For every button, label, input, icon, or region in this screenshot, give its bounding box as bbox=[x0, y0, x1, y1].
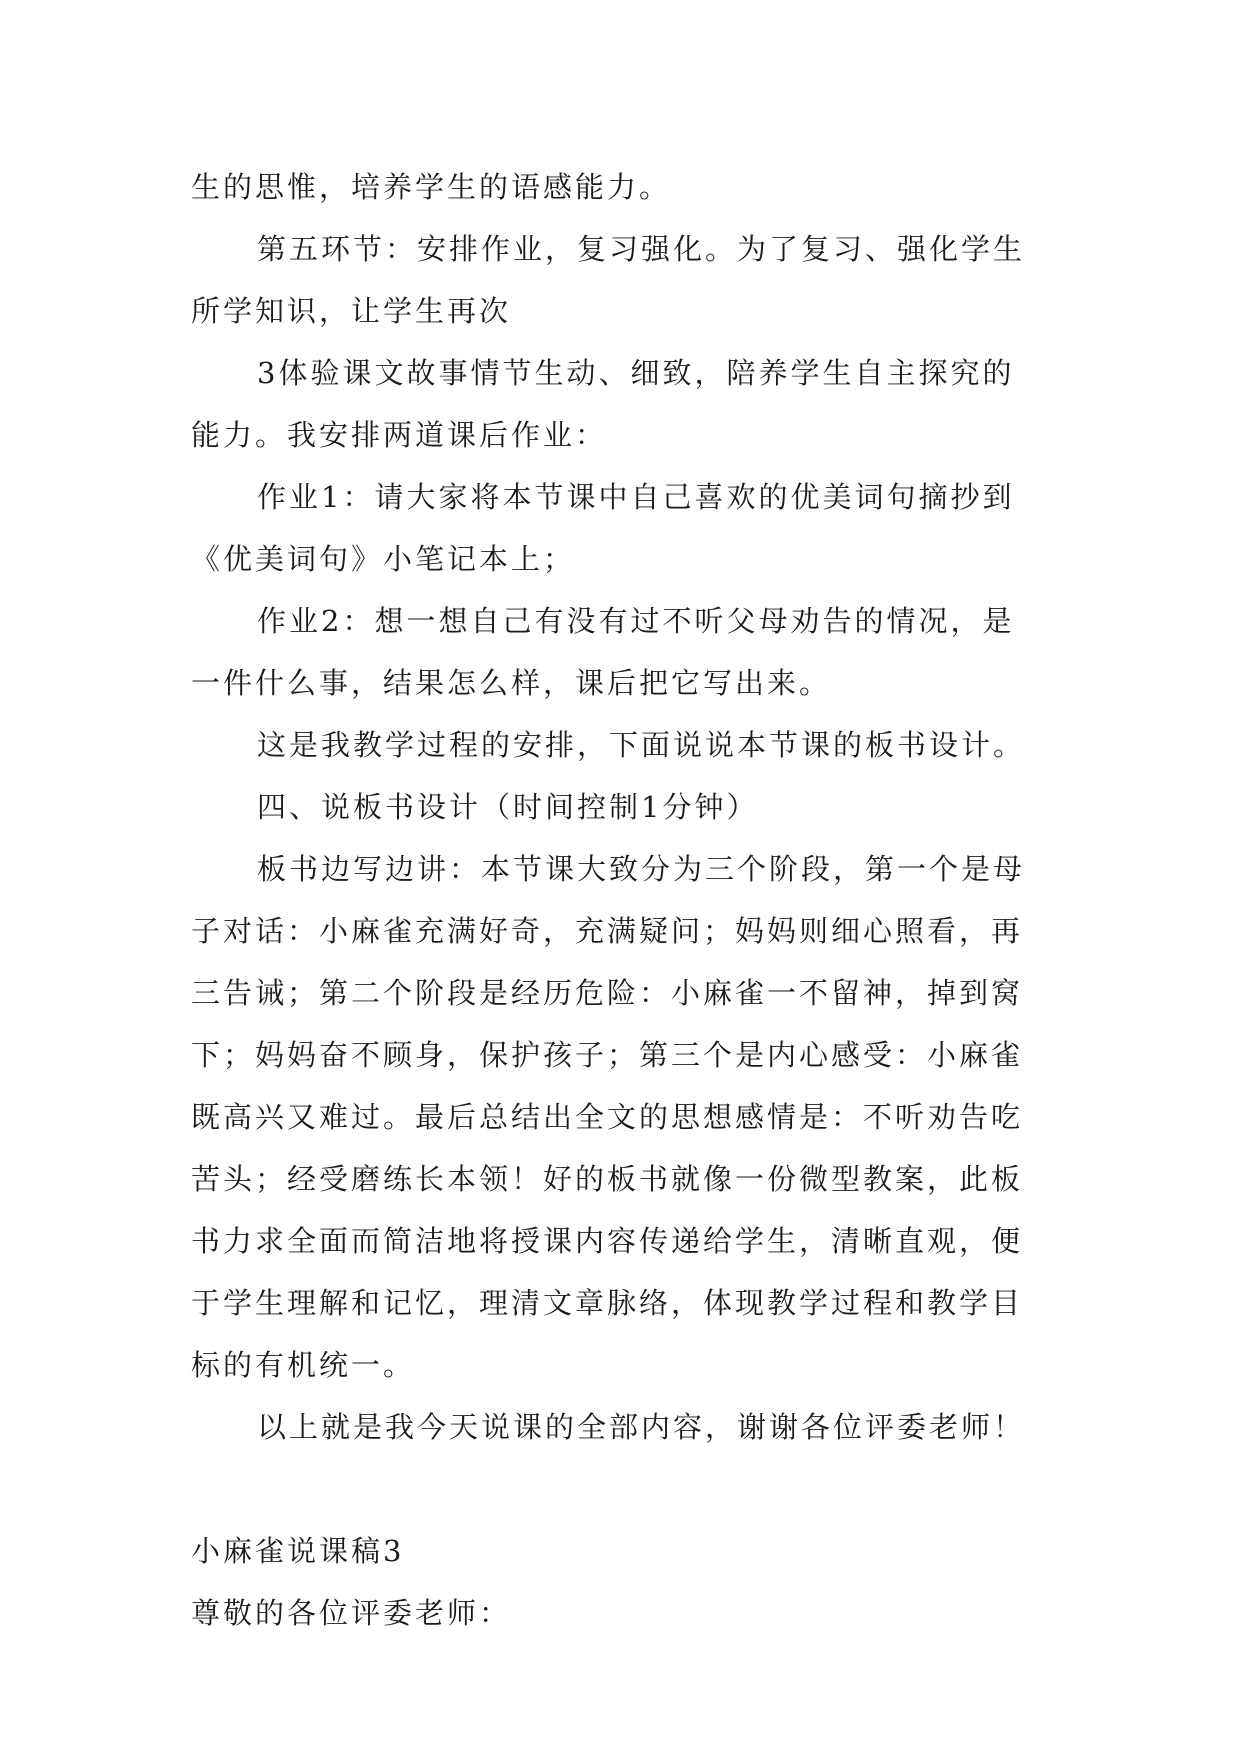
paragraph-line: 既高兴又难过。最后总结出全文的思想感情是：不听劝告吃 bbox=[191, 1100, 1024, 1134]
paragraph-line: 能力。我安排两道课后作业： bbox=[191, 418, 608, 452]
document-title: 小麻雀说课稿3 bbox=[191, 1534, 405, 1568]
section-heading: 四、说板书设计（时间控制1分钟） bbox=[257, 790, 759, 824]
paragraph-line: 板书边写边讲：本节课大致分为三个阶段，第一个是母 bbox=[257, 852, 1026, 886]
paragraph-line: 苦头；经受磨练长本领！好的板书就像一份微型教案，此板 bbox=[191, 1162, 1024, 1196]
paragraph-line: 作业1：请大家将本节课中自己喜欢的优美词句摘抄到 bbox=[257, 480, 1015, 514]
paragraph-line: 书力求全面而简洁地将授课内容传递给学生，清晰直观，便 bbox=[191, 1224, 1024, 1258]
paragraph-line: 三告诫；第二个阶段是经历危险：小麻雀一不留神，掉到窝 bbox=[191, 976, 1024, 1010]
paragraph-line: 《优美词句》小笔记本上； bbox=[191, 542, 576, 576]
paragraph-line: 以上就是我今天说课的全部内容，谢谢各位评委老师！ bbox=[257, 1410, 1026, 1444]
paragraph-line: 于学生理解和记忆，理清文章脉络，体现教学过程和教学目 bbox=[191, 1286, 1024, 1320]
paragraph-line: 标的有机统一。 bbox=[191, 1348, 416, 1382]
paragraph-line: 作业2：想一想自己有没有过不听父母劝告的情况，是 bbox=[257, 604, 1015, 638]
paragraph-line: 下；妈妈奋不顾身，保护孩子；第三个是内心感受：小麻雀 bbox=[191, 1038, 1024, 1072]
paragraph-line: 子对话：小麻雀充满好奇，充满疑问；妈妈则细心照看，再 bbox=[191, 914, 1024, 948]
paragraph-line: 3体验课文故事情节生动、细致，陪养学生自主探究的 bbox=[257, 356, 1015, 390]
paragraph-line: 生的思惟，培养学生的语感能力。 bbox=[191, 170, 672, 204]
document-body bbox=[191, 156, 1071, 1644]
paragraph-line: 第五环节：安排作业，复习强化。为了复习、强化学生 bbox=[257, 232, 1026, 266]
paragraph-line: 这是我教学过程的安排，下面说说本节课的板书设计。 bbox=[257, 728, 1026, 762]
paragraph-line: 一件什么事，结果怎么样，课后把它写出来。 bbox=[191, 666, 832, 700]
paragraph-line: 所学知识，让学生再次 bbox=[191, 294, 512, 328]
salutation: 尊敬的各位评委老师： bbox=[191, 1596, 512, 1630]
